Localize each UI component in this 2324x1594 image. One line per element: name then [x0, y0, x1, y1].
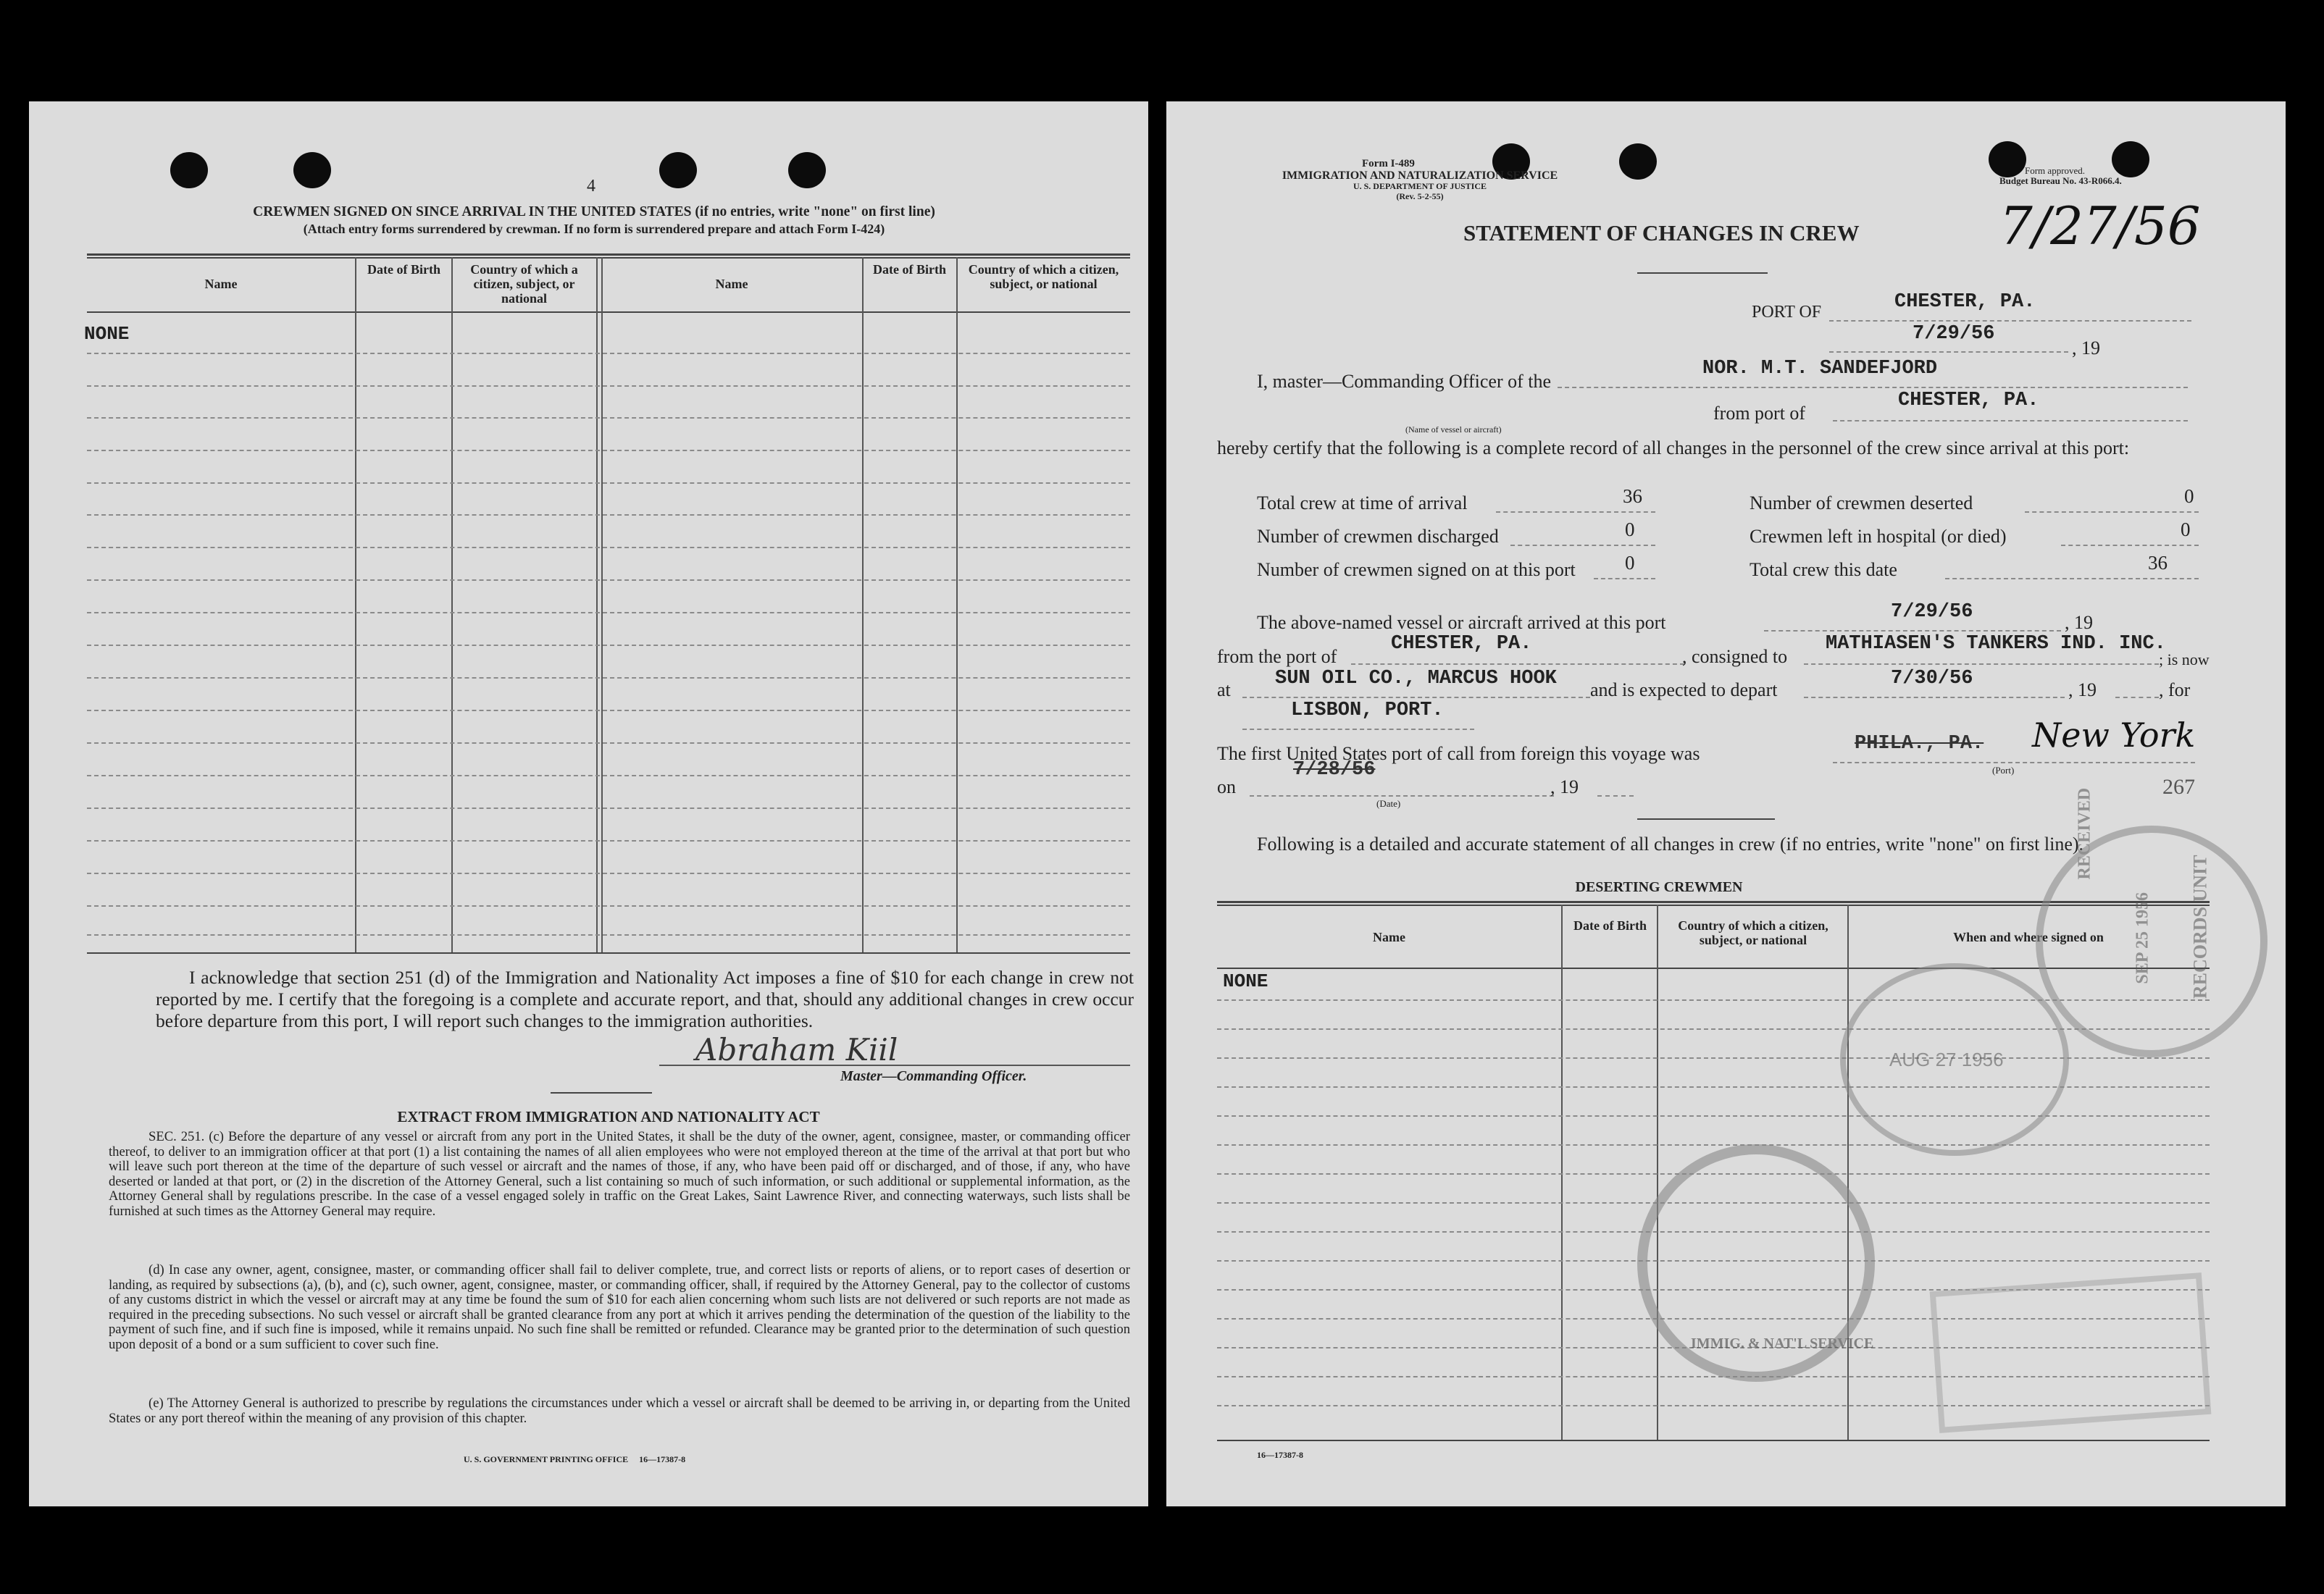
column-divider [601, 257, 603, 952]
first-port-handwritten: New York [2032, 716, 2196, 755]
aug-date-stamp [1840, 963, 2069, 1156]
is-now-label: ; is now [2159, 650, 2210, 668]
acknowledgment-text: I acknowledge that section 251 (d) of the Immigration and Nationality Act imposes a fine of $10 for each change in crew not reported by me. I certify that the foregoing is a complete and accurate report, and that, should any additional changes in crew occur before departure from this port, I will report such changes to the immigration authorities. [156, 967, 1134, 1031]
field-line [1829, 320, 2191, 322]
extract-title: EXTRACT FROM IMMIGRATION AND NATIONALITY ACT [397, 1108, 820, 1125]
on-value: 7/28/56 [1293, 759, 1376, 781]
table-row [87, 710, 1130, 711]
col-header-date-of-birth: Date of Birth [873, 262, 946, 277]
divider-rule [551, 1092, 652, 1094]
vessel-caption: (Name of vessel or aircraft) [1405, 424, 1502, 435]
stat-value-total-today: 36 [2148, 552, 2168, 574]
port-caption: (Port) [1992, 765, 2015, 776]
stamp-received-text: RECEIVED [2075, 787, 2094, 880]
vessel-value: NOR. M.T. SANDEFJORD [1702, 358, 1938, 379]
table-row [87, 450, 1130, 451]
consigned-label: , consigned to [1682, 646, 1788, 667]
punch-hole [659, 152, 697, 188]
table-row [87, 579, 1130, 581]
table-top-rule [87, 257, 1130, 259]
master-label: I, master—Commanding Officer of the [1257, 371, 1552, 392]
crewmen-signed-heading: CREWMEN SIGNED ON SINCE ARRIVAL IN THE UNITED STATES (if no entries, write "none" on first line) [253, 204, 935, 219]
stat-label-discharged: Number of crewmen discharged [1257, 526, 1499, 547]
punch-hole [788, 152, 826, 188]
field-line [1804, 697, 2065, 698]
field-line [2115, 697, 2159, 698]
on-label: on [1217, 776, 1236, 797]
punch-hole [170, 152, 208, 188]
stat-label-arrival: Total crew at time of arrival [1257, 492, 1468, 513]
punch-hole [2112, 141, 2149, 177]
destination-value: LISBON, PORT. [1291, 700, 1444, 721]
field-line [1833, 420, 2188, 421]
stat-value-hospital: 0 [2181, 519, 2191, 540]
table-top-rule [87, 253, 1130, 256]
field-line [1804, 663, 2159, 665]
divider-rule [1637, 818, 1775, 820]
date-value: 7/29/56 [1913, 323, 1995, 345]
following-text: Following is a detailed and accurate statement of all changes in crew (if no entries, write "none" on first line). [1257, 834, 2084, 855]
at-label: at [1217, 679, 1231, 700]
col-header-name: Name [715, 277, 748, 291]
signature-label: Master—Commanding Officer. [840, 1068, 1027, 1084]
table-first-entry: NONE [84, 323, 130, 345]
stamp-sep-date: SEP 25 1956 [2133, 892, 2152, 984]
field-line [1510, 545, 1655, 546]
column-divider [1561, 905, 1563, 1440]
table-row [87, 775, 1130, 776]
depart-value: 7/30/56 [1891, 668, 1973, 689]
field-line [1597, 795, 1634, 797]
arrived-value: 7/29/56 [1891, 601, 1973, 623]
stamp-service-text: IMMIG. & NAT'L SERVICE [1691, 1335, 1874, 1351]
field-line [2025, 511, 2199, 513]
from-the-port-label: from the port of [1217, 646, 1337, 667]
stat-value-arrival: 36 [1623, 485, 1642, 507]
port-value: CHESTER, PA. [1894, 291, 2036, 313]
field-line [2061, 545, 2199, 546]
field-line [1351, 663, 1684, 665]
page-number: 4 [587, 177, 595, 196]
column-divider [862, 257, 864, 952]
form-title: STATEMENT OF CHANGES IN CREW [1463, 220, 1860, 246]
agency-name: IMMIGRATION AND NATURALIZATION SERVICE [1282, 169, 1558, 182]
column-divider [596, 257, 598, 952]
right-page [1166, 101, 2286, 1506]
table-header-rule [87, 311, 1130, 313]
stat-label-signed-on: Number of crewmen signed on at this port [1257, 559, 1576, 580]
punch-hole [293, 152, 331, 188]
form-number: Form I-489 [1362, 158, 1415, 169]
table-row [87, 873, 1130, 874]
immigration-seal-stamp [1637, 1144, 1875, 1382]
year-suffix: , 19 [2072, 337, 2100, 358]
table-bottom-rule [1217, 1440, 2210, 1441]
consigned-value: MATHIASEN'S TANKERS IND. INC. [1826, 633, 2166, 655]
table-row [87, 645, 1130, 646]
table-row [87, 612, 1130, 613]
handwritten-date: 7/27/56 [1999, 196, 2201, 256]
stamp-records-unit: RECORDS UNIT [2189, 855, 2211, 999]
table-row [87, 808, 1130, 809]
table-row [87, 742, 1130, 744]
field-line [1558, 387, 2188, 388]
from-port-label: from port of [1713, 403, 1806, 424]
first-port-struck: PHILA., PA. [1855, 733, 1984, 755]
form-approved: Form approved. [2025, 165, 2086, 176]
form-revision: (Rev. 5-2-55) [1396, 191, 1444, 201]
at-value: SUN OIL CO., MARCUS HOOK [1275, 668, 1557, 689]
certify-text: hereby certify that the following is a complete record of all changes in the personnel of the crew since arrival at this port: [1217, 437, 2130, 458]
field-line [1496, 511, 1655, 513]
section-251-e: (e) The Attorney General is authorized to prescribe by regulations the circumstances under which a vessel or aircraft shall be deemed to be arriving in, or departing from the United States or any port thereof within the meaning of any provision of this chapter. [109, 1396, 1130, 1426]
year-suffix: , 19 [2068, 679, 2097, 700]
stat-value-deserted: 0 [2184, 485, 2194, 507]
year-suffix: , 19 [2065, 612, 2093, 633]
table-row [87, 514, 1130, 516]
budget-bureau-number: Budget Bureau No. 43-R066.4. [1999, 175, 2122, 186]
table-row [87, 677, 1130, 679]
col-header-country: Country of which a citizen, subject, or national [968, 262, 1119, 291]
deserting-crewmen-title: DESERTING CREWMEN [1575, 879, 1743, 895]
table-row [87, 353, 1130, 354]
date-caption: (Date) [1376, 798, 1401, 809]
col-header-date-of-birth: Date of Birth [367, 262, 440, 277]
table-row [87, 547, 1130, 548]
col-header-name: Name [1373, 930, 1405, 944]
first-port-label: The first United States port of call from foreign this voyage was [1217, 743, 1700, 764]
department-name: U. S. DEPARTMENT OF JUSTICE [1353, 181, 1487, 191]
stat-value-discharged: 0 [1625, 519, 1635, 540]
section-251-d: (d) In case any owner, agent, consignee, master, or commanding officer shall fail to deliver complete, true, and correct lists or reports of aliens, or to report cases of desertion or landing, as required by subsections (a), (b), and (c), such owner, agent, consignee, master, or commanding officer, shall, if required by the Attorney General, pay to the collector of customs of any customs district in which the vessel or aircraft may at any time be found the sum of $10 for each alien concerning whom such lists are not delivered or such reports are not made as required in the preceding subsections. No such vessel or aircraft shall be granted clearance from any port at which it arrives pending the determination of the question of the liability to the payment of such fine, and if such fine is imposed, while it remains unpaid. No such fine shall be remitted or refunded. Clearance may be granted prior to the determination of such question upon deposit of a bond or a sum sufficient to cover such fine. [109, 1262, 1130, 1352]
from-port-value: CHESTER, PA. [1898, 390, 2039, 411]
field-line [1242, 729, 1474, 730]
table-row [87, 934, 1130, 936]
punch-hole [1989, 141, 2026, 177]
master-signature: Abraham Kiil [695, 1032, 898, 1067]
table-row [87, 905, 1130, 907]
col-header-when-where-signed-on: When and where signed on [1953, 930, 2104, 944]
from-the-port-value: CHESTER, PA. [1391, 633, 1532, 655]
col-header-name: Name [204, 277, 238, 291]
table-bottom-rule [87, 952, 1130, 954]
column-divider [956, 257, 958, 952]
stamp-aug-date: AUG 27 1956 [1889, 1049, 2004, 1070]
field-line [1829, 351, 2068, 353]
table-row [87, 385, 1130, 387]
received-box-stamp [1930, 1272, 2212, 1433]
stat-label-deserted: Number of crewmen deserted [1750, 492, 1973, 513]
print-footer: U. S. GOVERNMENT PRINTING OFFICE 16—17387-8 [464, 1454, 686, 1464]
arrived-label: The above-named vessel or aircraft arrived at this port [1257, 612, 1666, 633]
field-line [1250, 795, 1554, 797]
table-row [87, 417, 1130, 419]
stat-value-signed-on: 0 [1625, 552, 1635, 574]
port-label: PORT OF [1752, 303, 1822, 322]
col-header-country: Country of which a citizen, subject, or national [470, 262, 578, 306]
table-row [1217, 1115, 2210, 1117]
table-row [87, 840, 1130, 842]
column-divider [451, 257, 453, 952]
reference-number: 267 [2162, 775, 2195, 799]
left-page [29, 101, 1148, 1506]
for-label: , for [2159, 679, 2191, 700]
column-divider [1657, 905, 1658, 1440]
table-row [1217, 1144, 2210, 1146]
expected-label: and is expected to depart [1590, 679, 1778, 700]
year-suffix: , 19 [1550, 776, 1579, 797]
field-line [1594, 578, 1655, 579]
crewmen-signed-subheading: (Attach entry forms surrendered by crewman. If no form is surrendered prepare and attach Form I-424) [303, 222, 885, 236]
column-divider [355, 257, 356, 952]
divider-rule [1637, 272, 1768, 274]
print-footer: 16—17387-8 [1257, 1450, 1303, 1460]
section-251-c: SEC. 251. (c) Before the departure of any vessel or aircraft from any port in the United States, it shall be the duty of the owner, agent, consignee, master, or commanding officer thereof, to deliver to an immigration officer at that port (1) a list containing the names of all alien employees who were not employed thereon at the time of the arrival at that port but who will leave such port thereon at the time of the departure of such vessel or aircraft and the names of those, if any, who have been paid off or discharged, and of those, if any, who have deserted or landed at that port, or (2) in the discretion of the Attorney General, such a list containing so much of such information, or such additional or supplemental information, as the Attorney General shall by regulations prescribe. In the case of a vessel engaged solely in traffic on the Great Lakes, Saint Lawrence River, and connecting waterways, such lists shall be furnished at such times as the Attorney General may require. [109, 1129, 1130, 1219]
signature-line [659, 1065, 1130, 1066]
field-line [1242, 697, 1590, 698]
table-first-entry: NONE [1223, 970, 1268, 992]
column-divider [1847, 905, 1849, 1440]
punch-hole [1619, 143, 1657, 180]
stat-label-total-today: Total crew this date [1750, 559, 1897, 580]
stat-label-hospital: Crewmen left in hospital (or died) [1750, 526, 2007, 547]
field-line [1945, 578, 2199, 579]
field-line [1764, 630, 2061, 632]
col-header-country: Country of which a citizen, subject, or national [1678, 918, 1828, 947]
col-header-date-of-birth: Date of Birth [1573, 918, 1647, 933]
table-row [87, 482, 1130, 484]
field-line [1833, 762, 2195, 763]
